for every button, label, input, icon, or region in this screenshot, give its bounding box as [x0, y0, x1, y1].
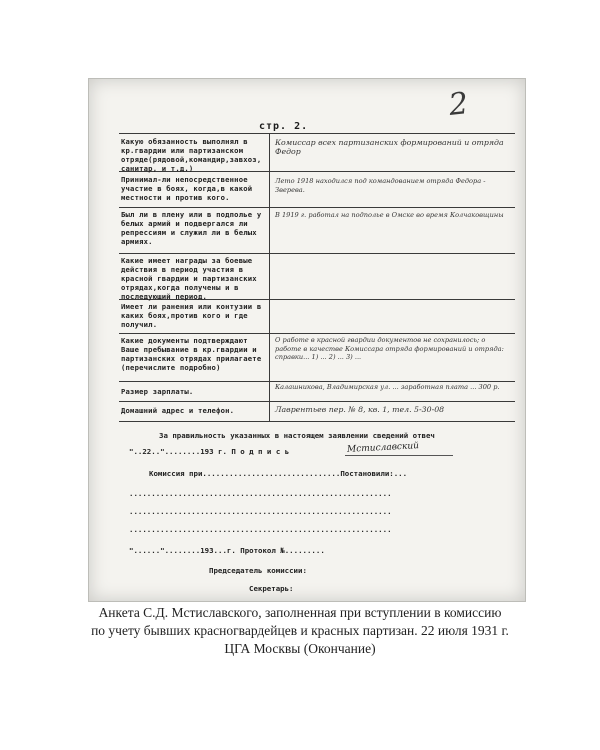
column-divider	[269, 133, 270, 421]
caption-line-1: Анкета С.Д. Мстиславского, заполненная при вступлении в комиссию	[98, 605, 502, 620]
row-divider	[119, 207, 515, 208]
answer-documents: О работе в красной гвардии документов не сохранилось; о работе в качестве Комиссара отряда формирований и отряда: справки... 1) ... 2) ... 3) ...	[275, 336, 504, 362]
date-signature-line: "..22.."........193 г. П о д п и с ь	[129, 447, 290, 456]
caption-line-3: ЦГА Москвы (Окончание)	[224, 641, 376, 656]
chairman-line: Председатель комиссии:	[209, 566, 307, 575]
dotted-line: ...........................................................	[129, 489, 392, 498]
row-divider	[119, 333, 515, 334]
handwritten-page-number: 2	[447, 86, 470, 123]
handwritten-signature: Мстиславский	[346, 441, 420, 455]
question-captivity: Был ли в плену или в подполье у белых армий и подвергался ли репрессиям и служил ли в белых армиях.	[121, 210, 262, 246]
question-address: Домашний адрес и телефон.	[121, 406, 235, 415]
answer-combat: Лето 1918 находился под командованием отряда Федора - Зверева.	[275, 177, 486, 194]
row-divider	[119, 421, 515, 422]
caption-line-2: по учету бывших красногвардейцев и красных партизан. 22 июля 1931 г.	[91, 623, 509, 638]
answer-salary: Калашникова, Владимирская ул. ... заработная плата ... 300 р.	[275, 383, 500, 391]
question-documents: Какие документы подтверждают Ваше пребывание в кр.гвардии и партизанских отрядах прилагаете (перечислите подробно)	[121, 336, 262, 372]
row-divider	[119, 401, 515, 402]
question-duty: Какую обязанность выполнял в кр.гвардии или партизанском отряде(рядовой,командир,завхоз, санитар, и т.д.)	[121, 137, 262, 173]
question-wounds: Имеет ли ранения или контузии в каких боях,против кого и где получил.	[121, 302, 262, 329]
question-awards: Какие имеет награды за боевые действия в период участия в красной гвардии и партизанских отрядах,когда получены и в последующий период.	[121, 256, 257, 301]
figure-caption	[40, 604, 560, 658]
commission-line: Комиссия при...............................Постановили:...	[149, 469, 408, 478]
question-combat: Принимал-ли непосредственное участие в боях, когда,в какой местности и против кого.	[121, 175, 253, 202]
sheet-label: стр. 2.	[259, 121, 309, 132]
answer-captivity: В 1919 г. работал на подполье в Омске во время Колчаковщины	[275, 211, 504, 219]
protocol-line: "......"........193...г. Протокол №.........	[129, 546, 325, 555]
answer-duty: Комиссар всех партизанских формирований и отряда Федор	[275, 138, 504, 156]
row-divider	[119, 253, 515, 254]
correctness-statement: За правильность указанных в настоящем заявлении сведений отвеч	[159, 431, 435, 440]
secretary-line: Секретарь:	[249, 584, 294, 593]
row-divider	[119, 381, 515, 382]
question-salary: Размер зарплаты.	[121, 387, 194, 396]
scanned-form	[88, 78, 526, 602]
dotted-line: ...........................................................	[129, 507, 392, 516]
dotted-line: ...........................................................	[129, 525, 392, 534]
row-divider	[119, 133, 515, 134]
answer-address: Лаврентьев пер. № 8, кв. 1, тел. 5-30-08	[275, 405, 445, 414]
